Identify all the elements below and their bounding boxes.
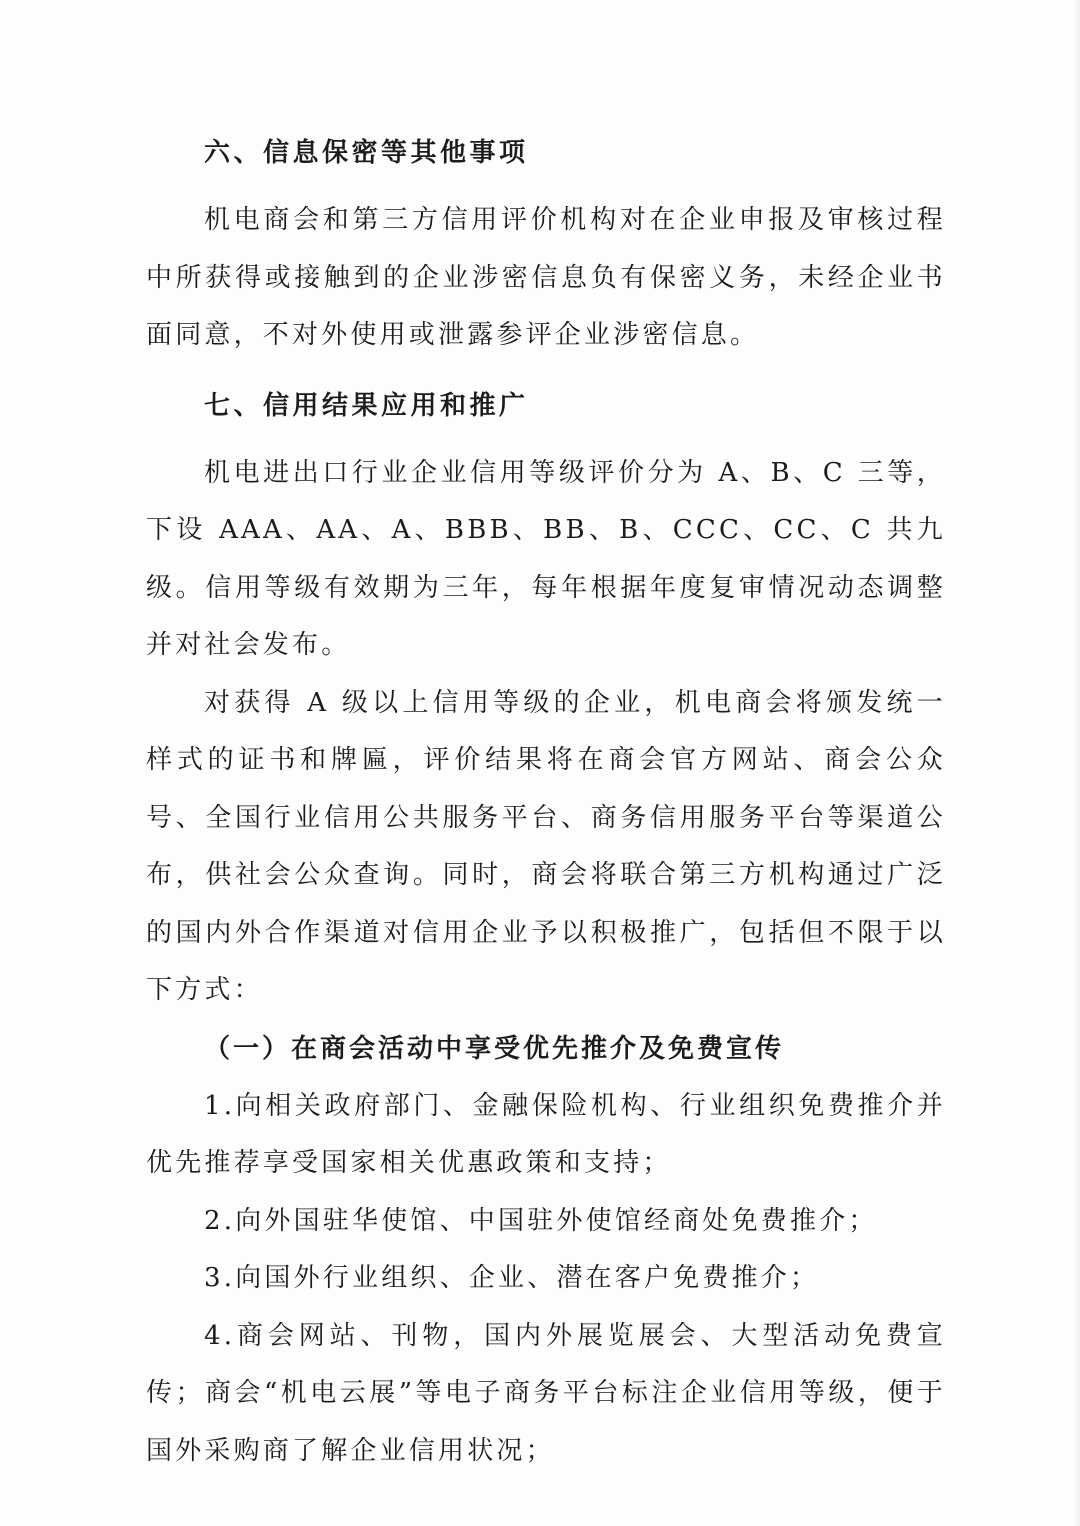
section-7-paragraph-2: 对获得 A 级以上信用等级的企业，机电商会将颁发统一样式的证书和牌匾，评价结果将在商会官方网站、商会公众号、全国行业信用公共服务平台、商务信用服务平台等渠道公布，供社会公众查询。同时，商会将联合第三方机构通过广泛的国内外合作渠道对信用企业予以积极推广，包括但不限于以下方式： [146, 687, 946, 1005]
subsection-heading-1: （一）在商会活动中享受优先推介及免费宣传 [204, 1033, 785, 1064]
list-item: 4.商会网站、刊物，国内外展览展会、大型活动免费宣传；商会“机电云展”等电子商务平台标注企业信用等级，便于国外采购商了解企业信用状况； [146, 1320, 946, 1466]
section-7-paragraph-1: 机电进出口行业企业信用等级评价分为 A、B、C 三等，下设 AAA、AA、A、BBB、BB、B、CCC、CC、C 共九级。信用等级有效期为三年，每年根据年度复审情况动态调整并对社会发布。 [146, 457, 946, 660]
list-item: 2.向外国驻华使馆、中国驻外使馆经商处免费推介； [204, 1205, 878, 1236]
list-item: 3.向国外行业组织、企业、潜在客户免费推介； [204, 1263, 820, 1293]
scan-edge-shadow [1074, 0, 1080, 1526]
section-heading-7: 七、信用结果应用和推广 [204, 390, 529, 421]
list-item: 1.向相关政府部门、金融保险机构、行业组织免费推介并优先推荐享受国家相关优惠政策和支持； [146, 1090, 946, 1178]
document-body [146, 124, 946, 1480]
section-heading-6: 六、信息保密等其他事项 [204, 138, 529, 168]
section-6-paragraph: 机电商会和第三方信用评价机构对在企业申报及审核过程中所获得或接触到的企业涉密信息负有保密义务，未经企业书面同意，不对外使用或泄露参评企业涉密信息。 [146, 205, 946, 350]
